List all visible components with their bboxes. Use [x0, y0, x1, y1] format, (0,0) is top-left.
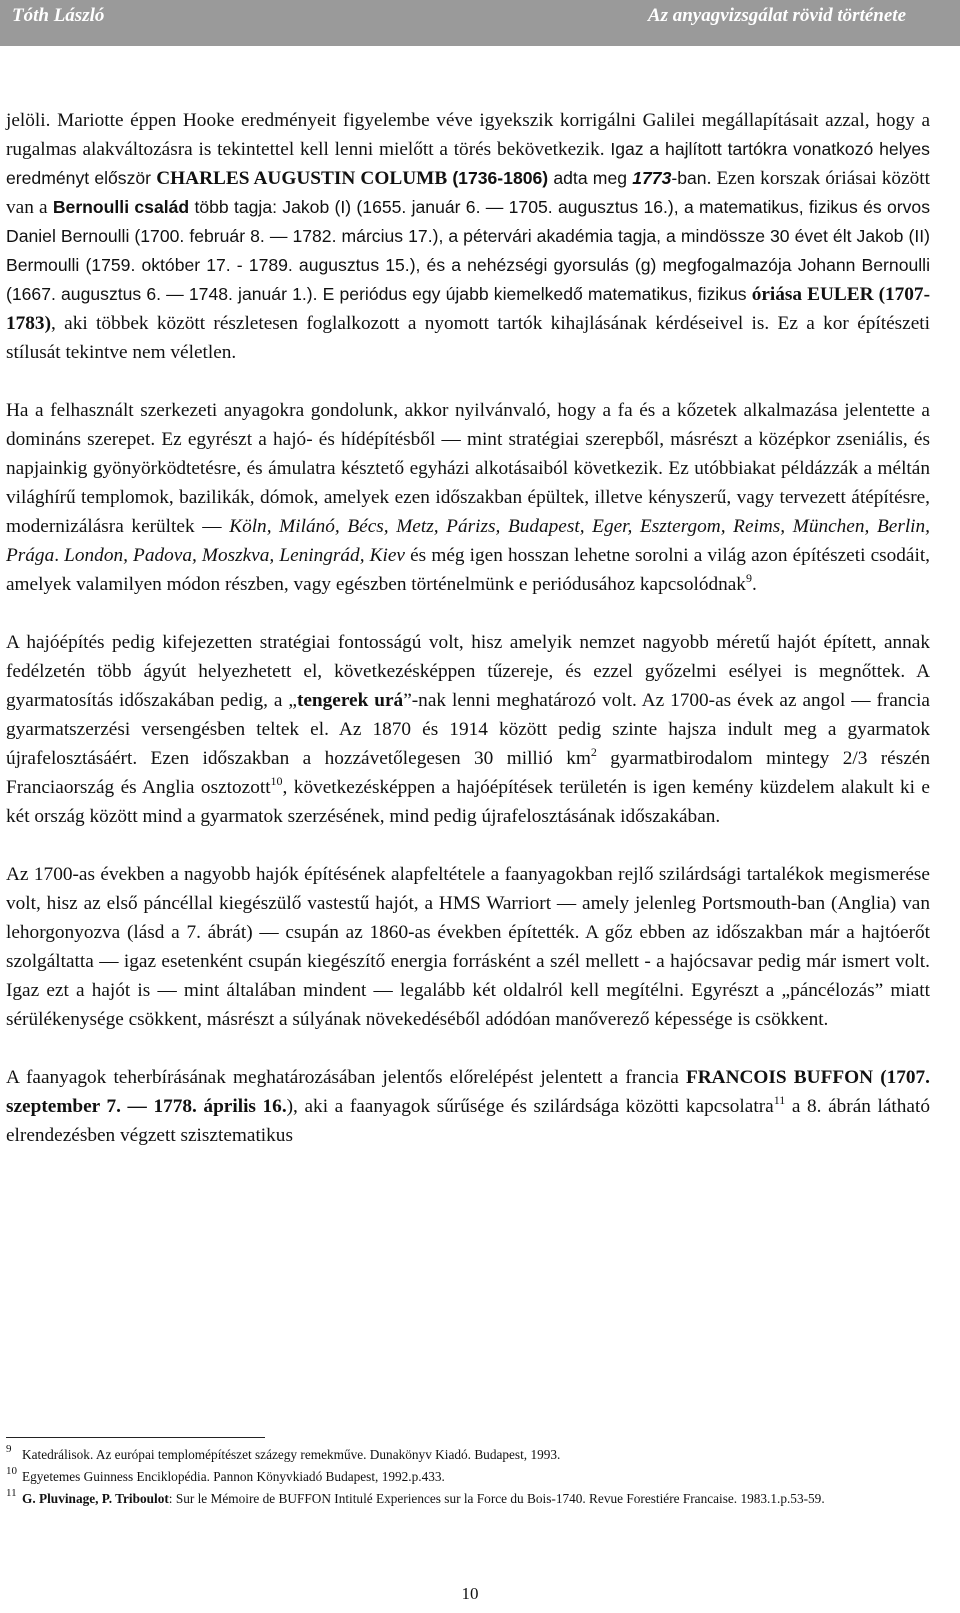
text-run: CHARLES AUGUSTIN COLUMB [156, 168, 448, 189]
text-run: és még igen hosszan lehetne sorolni a világ azon építészeti csodáit, amelyek valamilyen módon részben, vagy egészben történelmünk e periódusához kapcsolódnak [6, 545, 931, 595]
page-number: 10 [461, 1584, 479, 1603]
footnote-number: 9 [6, 1443, 12, 1455]
text-run: Az 1700-as években a nagyobb hajók építésének alapfeltétele a faanyagokban rejlő szilárdsági tartalékok megismerése volt, hisz az első páncéllal kiegészülő vastestű hajót, a HMS Warriort ― amely jelenleg Portsmouth-ban (Anglia) van lehorgonyozva (lásd a 7. ábrát) ― csupán az 1860-as években építették. A gőz ebben az időszakban már a hajtóerőt szolgáltatta ― igaz esetenként csupán kiegészítő energia forrásként a szél mellett - a hajócsavar pedig már ismert volt. Igaz ezt a hajót is ― mint általában mindent ― legalább két oldalról kell megítélni. Egyrészt a „páncélozás” miatt sérülékenysége csökkent, másrészt a súlyának növekedéséből adódóan manőverező képessége is csökkent. [6, 864, 930, 1030]
paragraph [6, 106, 930, 367]
text-run: adta meg [548, 168, 633, 188]
footnote-text [22, 1469, 445, 1484]
text-run: gyarmatbirodalom mintegy 2/3 részén Franciaország és Anglia osztozott [6, 748, 930, 798]
text-run: . [54, 545, 65, 566]
text-run: (1736-1806) [452, 168, 549, 188]
text-run: . [751, 574, 757, 595]
text-run: Katedrálisok. Az európai templomépítészet százegy remekműve. Dunakönyv Kiadó. Budapest, 1993. [22, 1447, 561, 1462]
footnote-text [22, 1447, 560, 1462]
paragraph [6, 628, 930, 831]
text-run: 1773 [632, 168, 672, 188]
main-text [6, 106, 930, 1150]
text-run: ), aki a faanyagok sűrűsége és szilárdsága közötti kapcsolatra [286, 1096, 774, 1117]
text-run: FRANCOIS BUFFON (1707. szeptember 7. ― 1778. április 16. [6, 1067, 930, 1117]
footnote [6, 1488, 930, 1510]
text-run: . Ezen korszak óriásai között van a [6, 168, 930, 218]
footnote-number: 11 [6, 1487, 17, 1499]
footnote-reference: 11 [773, 1093, 786, 1107]
text-run: London, Padova, Moszkva, Leningrád, Kiev [64, 545, 405, 566]
paragraph [6, 396, 930, 599]
footnotes [6, 1444, 930, 1510]
text-run: , következésképpen a hajóépítések területén is igen kemény küzdelem alakult ki e két ország között mind a gyarmatok szerzésének, mind pedig újrafelosztásának időszakában. [6, 777, 930, 827]
footnote-separator [6, 1437, 265, 1438]
text-run: : Sur le Mémoire de BUFFON Intitulé Experiences sur la Force du Bois-1740. Revue Forestiére Francaise. 1983.1.p.53-59. [168, 1491, 825, 1506]
text-run: G. Pluvinage, P. Triboulot [22, 1491, 169, 1506]
footnote-number: 10 [6, 1465, 17, 1477]
footnote [6, 1444, 930, 1466]
text-run: a 8. ábrán látható elrendezésben végzett szisztematikus [6, 1096, 930, 1146]
text-run: tengerek urá [296, 690, 404, 711]
paragraph [6, 860, 930, 1034]
footnote-reference: 10 [270, 774, 283, 788]
text-run: óriása EULER (1707-1783) [6, 284, 930, 334]
text-run: Egyetemes Guinness Enciklopédia. Pannon Könyvkiadó Budapest, 1992.p.433. [22, 1469, 445, 1484]
text-run: Köln, Milánó, Bécs, Metz, Párizs, Budapest, Eger, Esztergom, Reims, München, Berlin, Prága [6, 516, 931, 566]
text-run: Ha a felhasznált szerkezeti anyagokra gondolunk, akkor nyilvánvaló, hogy a fa és a kőzetek alkalmazása jelentette a domináns szerepet. Ez egyrészt a hajó- és hídépítésből ― mint stratégiai szerepből, másrészt a középkor zseniális, és napjainkig gyönyörködtetésre, és ámulatra késztető egyházi alkotásaiból következik. Ez utóbbiakat példázzák a méltán világhírű templomok, bazilikák, dómok, amelyek ezen időszakban épültek, illetve kényszerű, vagy tervezett átépítésre, modernizálásra kerültek ― [6, 400, 930, 537]
text-run: ”-nak lenni meghatározó volt. Az 1700-as évek az angol ― francia gyarmatszerzési versengésben teltek el. Az 1870 és 1914 között pedig szinte hajsza indult meg a gyarmatok újrafelosztásáért. Ezen időszakban a hozzávetőlegesen 30 millió km [6, 690, 930, 769]
page-header [0, 0, 960, 46]
text-run: Bernoulli család [52, 197, 190, 217]
header-title: Az anyagvizsgálat rövid története [647, 5, 906, 26]
footnote-text [22, 1491, 825, 1506]
footnote-reference: 9 [745, 571, 752, 585]
header-author: Tóth László [12, 5, 105, 26]
text-run: jelöli. Mariotte éppen Hooke eredményeit figyelembe véve igyekszik korrigálni Galilei megállapításait azzal, hogy a rugalmas alakváltozásra is tekintettel kell lenni mielőtt a törés bekövetkezik. [6, 110, 930, 160]
text-run: A faanyagok teherbírásának meghatározásában jelentős előrelépést jelentett a francia [6, 1067, 686, 1088]
text-run: -ban [671, 168, 707, 188]
text-run: , aki többek között részletesen foglalkozott a nyomott tartók kihajlásának kérdéseivel is. Ez a kor építészeti stílusát tekintve nem véletlen. [6, 313, 930, 363]
footnote-reference: 2 [590, 745, 597, 759]
paragraph [6, 1063, 930, 1150]
text-run: A hajóépítés pedig kifejezetten stratégiai fontosságú volt, hisz amelyik nemzet nagyobb méretű hajót épített, annak fedélzetén több ágyút helyezhetett el, következésképpen tűzereje, és ezzel győzelmi esélyei is megnőttek. A gyarmatosítás időszakában pedig, a „ [6, 632, 930, 711]
text-run: több tagja: Jakob (I) (1655. január 6. ― 1705. augusztus 16.), a matematikus, fizikus és orvos Daniel Bernoulli (1700. február 8. ― 1782. március 17.), a pétervári akadémia tagja, a mindössze 30 évet élt Jakob (II) Bermoulli (1759. október 17. - 1789. augusztus 15.), és a nehézségi gyorsulás (g) megfogalmazója Johann Bernoulli (1667. augusztus 6. ― 1748. január 1.). E periódus egy újabb kiemelkedő matematikus, fizikus [6, 197, 930, 304]
footnote [6, 1466, 930, 1488]
text-run: Igaz a hajlított tartókra vonatkozó helyes eredményt először [6, 139, 930, 188]
